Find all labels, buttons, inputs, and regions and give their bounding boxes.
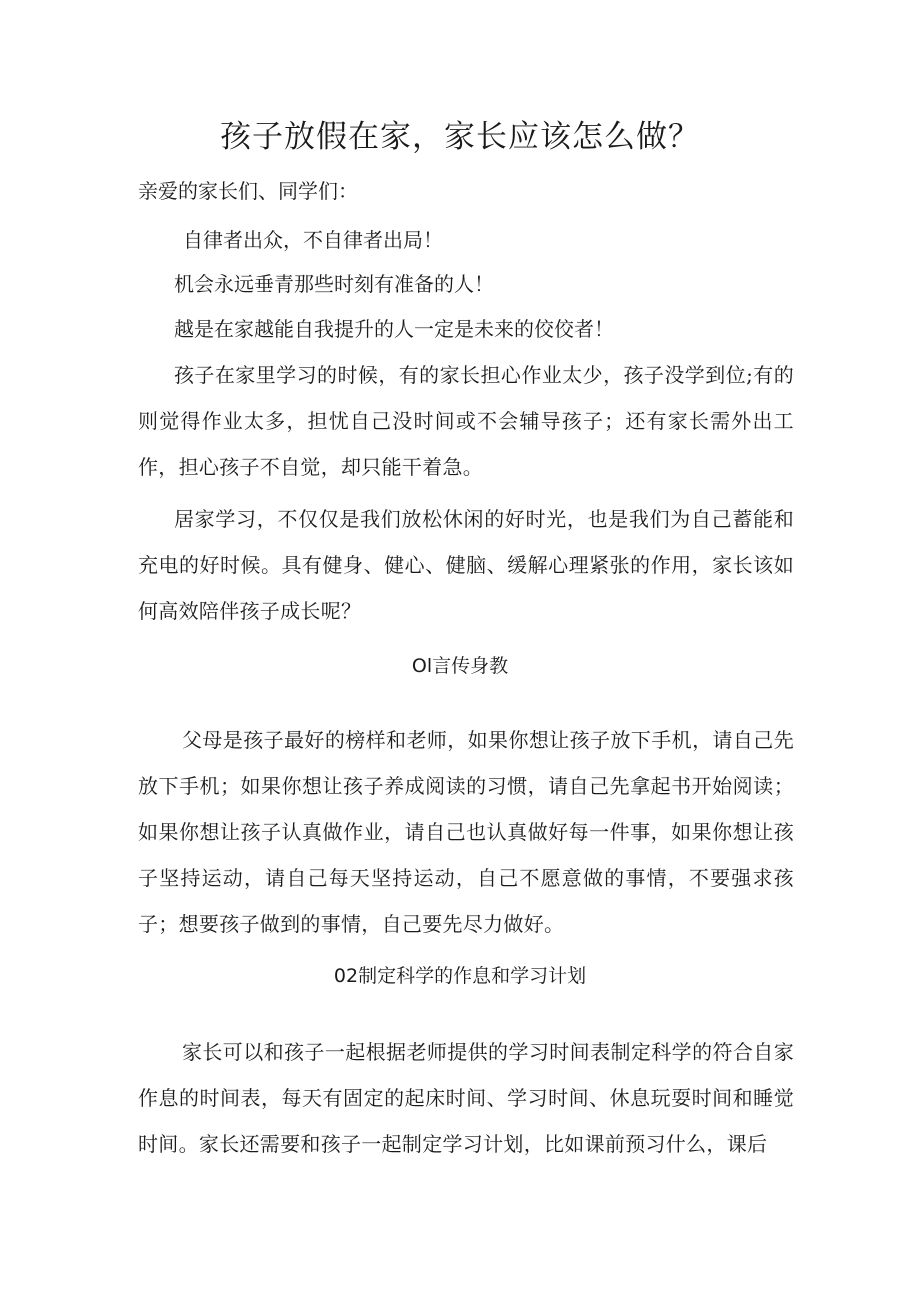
section-heading: Ol言传身教 [411,655,509,677]
slogan-line: 自律者出众，不自律者出局！ [183,228,443,252]
section-heading: 02制定科学的作息和学习计划 [333,965,587,987]
section-body: 父母是孩子最好的榜样和老师，如果你想让孩子放下手机，请自己先放下手机；如果你想让孩子养成阅读的习惯，请自己先拿起书开始阅读；如果你想让孩子认真做作业，请自己也认真做好每一件事，如果你想让孩子坚持运动，请自己每天坚持运动，自己不愿意做的事情，不要强求孩子；想要孩子做到的事情，自己要先尽力做好。 [138,728,794,936]
page-title: 孩子放假在家，家长应该怎么做？ [220,119,700,155]
slogan-line: 越是在家越能自我提升的人一定是未来的佼佼者！ [174,317,614,341]
intro-paragraph: 孩子在家里学习的时候，有的家长担心作业太少，孩子没学到位;有的则觉得作业太多，担忧自己没时间或不会辅导孩子；还有家长需外出工作，担心孩子不自觉，却只能干着急。 [138,363,794,479]
greeting: 亲爱的家长们、同学们： [138,179,358,203]
section-body: 家长可以和孩子一起根据老师提供的学习时间表制定科学的符合自家作息的时间表，每天有固定的起床时间、学习时间、休息玩耍时间和睡觉时间。家长还需要和孩子一起制定学习计划，比如课前预习什么，课后 [138,1040,794,1156]
intro-paragraph: 居家学习，不仅仅是我们放松休闲的好时光，也是我们为自己蓄能和充电的好时候。具有健身、健心、健脑、缓解心理紧张的作用，家长该如何高效陪伴孩子成长呢？ [138,507,794,623]
slogan-line: 机会永远垂青那些时刻有准备的人！ [174,272,494,296]
